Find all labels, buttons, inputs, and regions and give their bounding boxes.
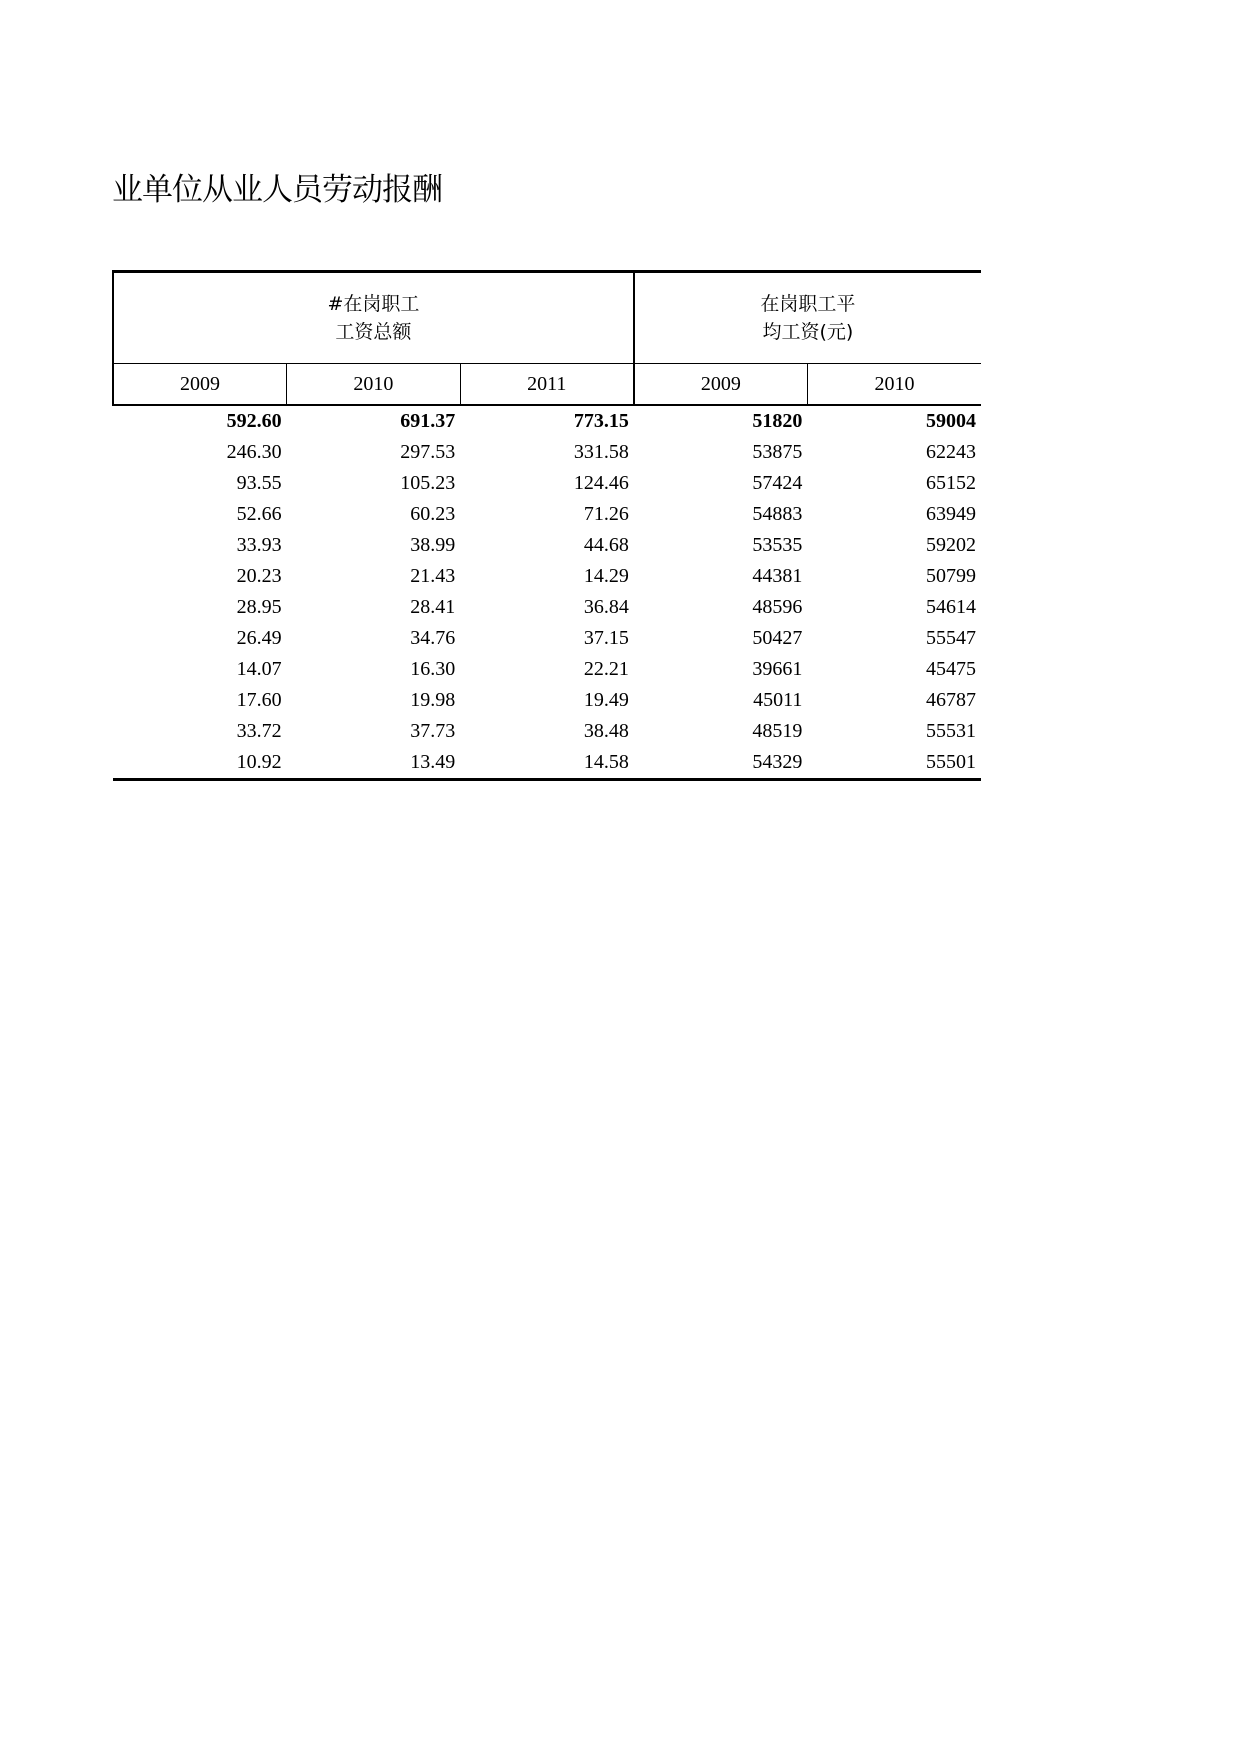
- table-cell: 14.29: [583, 565, 629, 587]
- table-row: [113, 747, 981, 780]
- table-cell: 63949: [926, 503, 977, 525]
- page-title: 业单位从业人员劳动报酬: [112, 172, 442, 208]
- group-header-line: 均工资(元): [762, 321, 854, 343]
- group-header-line: #在岗职工: [327, 293, 420, 315]
- table-cell: 22.21: [583, 658, 629, 680]
- table-cell: 52.66: [236, 503, 282, 525]
- table-cell: 34.76: [410, 627, 456, 649]
- table-cell: 36.84: [583, 596, 629, 618]
- year-header: 2009: [113, 364, 287, 406]
- table-cell: 17.60: [236, 689, 282, 711]
- table-cell: 48519: [752, 720, 803, 742]
- group-header-line: 工资总额: [335, 321, 412, 343]
- table-cell: 55547: [926, 627, 977, 649]
- table-cell: 28.41: [410, 596, 456, 618]
- table-cell: 45475: [926, 658, 977, 680]
- table-cell: 38.99: [410, 534, 456, 556]
- table-cell: 37.73: [410, 720, 456, 742]
- table-cell: 10.92: [113, 747, 287, 780]
- table-cell: 592.60: [226, 410, 282, 432]
- year-header: 2010: [287, 364, 461, 406]
- table-cell: 53535: [752, 534, 803, 556]
- table-row: [113, 499, 981, 530]
- table-cell: 54883: [752, 503, 803, 525]
- table-cell: 691.37: [400, 410, 456, 432]
- table-row: [113, 685, 981, 716]
- table-cell: 16.30: [410, 658, 456, 680]
- table-cell: 45011: [753, 689, 803, 711]
- year-header: 2011: [460, 364, 634, 406]
- table-body: [113, 405, 981, 780]
- table-cell: 297.53: [400, 441, 456, 463]
- group-header-average-wage: [634, 272, 981, 364]
- table-cell: 26.49: [236, 627, 282, 649]
- table-row: [113, 654, 981, 685]
- table-row: [113, 623, 981, 654]
- table-cell: 50427: [752, 627, 803, 649]
- table-cell: 105.23: [400, 472, 456, 494]
- table-cell: 59004: [926, 410, 977, 432]
- table-cell: 44381: [752, 565, 803, 587]
- table-cell: 93.55: [236, 472, 282, 494]
- table-cell: 14.07: [236, 658, 282, 680]
- table-cell: 54614: [926, 596, 977, 618]
- table-cell: 54329: [634, 747, 808, 780]
- year-header: 2010: [807, 364, 981, 406]
- table-cell: 51820: [752, 410, 803, 432]
- table-cell: 19.98: [410, 689, 456, 711]
- table-cell: 246.30: [226, 441, 282, 463]
- table-cell: 37.15: [583, 627, 629, 649]
- table-cell: 59202: [926, 534, 977, 556]
- table-row: [113, 592, 981, 623]
- table-cell: 60.23: [410, 503, 456, 525]
- table-cell: 55501: [807, 747, 981, 780]
- table-cell: 21.43: [410, 565, 456, 587]
- table-cell: 124.46: [573, 472, 629, 494]
- table-row: [113, 716, 981, 747]
- table-cell: 20.23: [236, 565, 282, 587]
- table-row: [113, 530, 981, 561]
- table-cell: 39661: [752, 658, 803, 680]
- year-header: 2009: [634, 364, 808, 406]
- table-row-total: [113, 405, 981, 437]
- group-header-total-wages: [113, 272, 634, 364]
- table-cell: 28.95: [236, 596, 282, 618]
- table-cell: 33.72: [236, 720, 282, 742]
- group-header-line: 在岗职工平: [760, 293, 856, 315]
- table-group-header-row: [113, 272, 981, 364]
- table-cell: 44.68: [583, 534, 629, 556]
- table-cell: 773.15: [573, 410, 629, 432]
- table-year-header-row: [113, 364, 981, 406]
- table-cell: 33.93: [236, 534, 282, 556]
- table-row: [113, 468, 981, 499]
- table-cell: 53875: [752, 441, 803, 463]
- table-cell: 48596: [752, 596, 803, 618]
- table-row: [113, 561, 981, 592]
- table-cell: 13.49: [287, 747, 461, 780]
- table-cell: 50799: [926, 565, 977, 587]
- table-cell: 38.48: [583, 720, 629, 742]
- table-cell: 19.49: [583, 689, 629, 711]
- table-cell: 14.58: [460, 747, 634, 780]
- table-cell: 62243: [926, 441, 977, 463]
- table-cell: 46787: [926, 689, 977, 711]
- table-cell: 65152: [926, 472, 977, 494]
- table-cell: 331.58: [573, 441, 629, 463]
- table-cell: 57424: [752, 472, 803, 494]
- table-cell: 55531: [926, 720, 977, 742]
- table-cell: 71.26: [583, 503, 629, 525]
- wage-table: [112, 270, 981, 781]
- table-row: [113, 437, 981, 468]
